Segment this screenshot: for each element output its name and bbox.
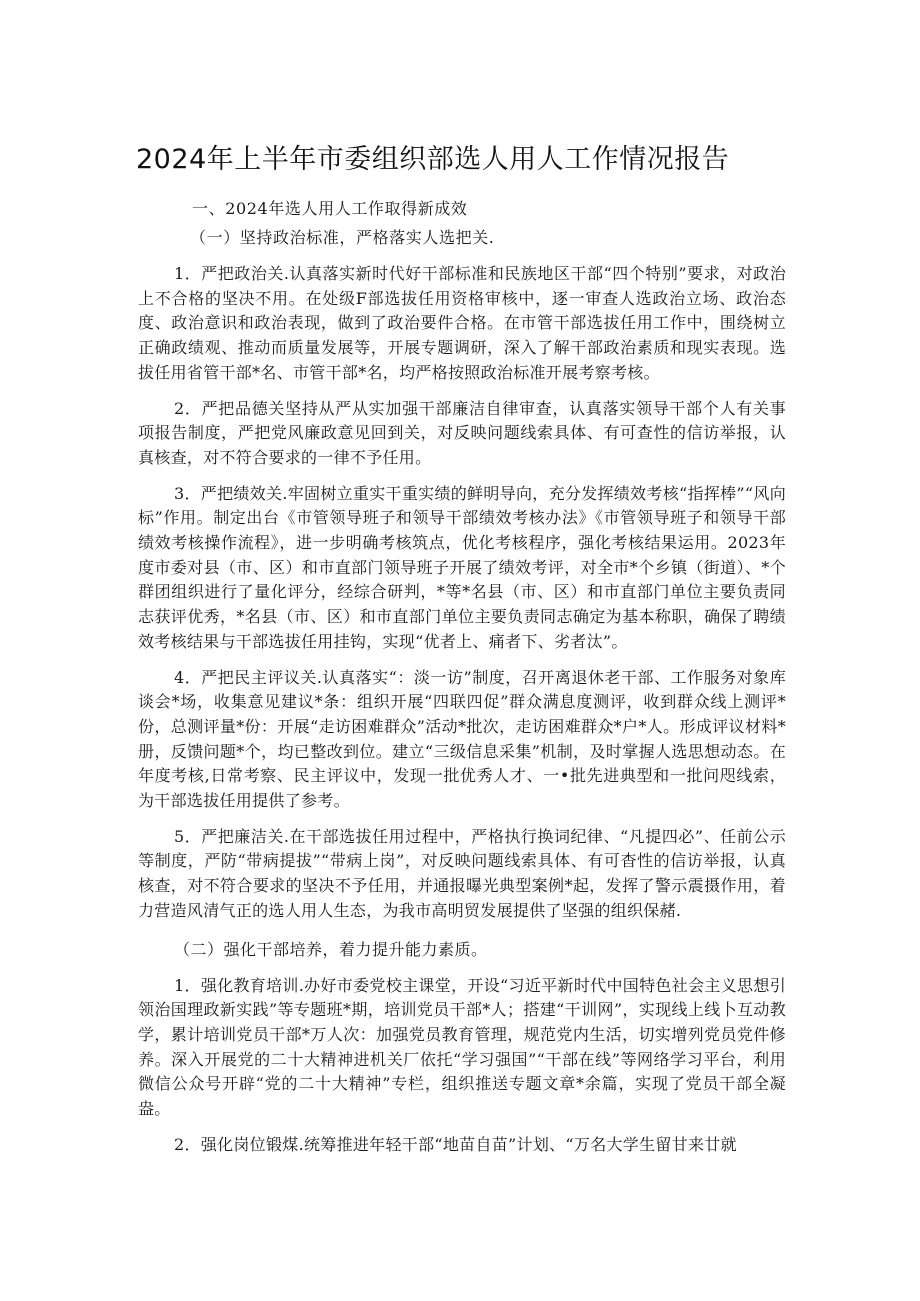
subsection-heading: （二）强化干部培养，着力提升能力素质。 bbox=[174, 939, 488, 959]
paragraph: 1．严把政治关.认真落实新时代好干部标准和民族地区干部“四个特别”要求，对政治上不合格的坚决不用。在处级F部选拔任用资格审核中，逐一审查人选政治立场、政治态度、政治意识和政治表现，做到了政治要件合格。在市管干部选拔任用工作中，围绕树立正确政绩观、推动而质量发展等，开展专题调研，深入了解干部政治素质和现实表现。选拔任用省管干部*名、市管干部*名，均严格按照政治标准开展考察考核。 bbox=[138, 264, 786, 382]
paragraph: 1．强化教育培训.办好市委党校主课堂，开设“习近平新时代中国特色社会主义思想引领治国理政新实践”等专题班*期，培训党员干部*人；搭建“干训网”，实现线上线卜互动教学，累计培训党员干部*万人次：加强党员教育管理，规范党内生活，切实增列党员党件修养。深入开展党的二十大精神进机关厂依托“学习强国”“干部在线”等网络学习平台，利用微信公众号开辟“党的二十大精神”专栏，组织推送专题文章*余篇，实现了党员干部全凝盎。 bbox=[138, 975, 786, 1119]
paragraph: 5．严把廉洁关.在干部选拔任用过程中，严格执行换词纪律、“凡提四必”、任前公示等制度，严防“带病提拔”“带病上岗”，对反映问题线索具体、有可杳性的信访举报，认真核查，对不符合要求的坚决不予任用，并通报曝光典型案例*起，发挥了警示震摄作用，着力营造风清气正的选人用人生态，为我市高明贸发展提供了坚强的组织保赭. bbox=[138, 826, 786, 920]
document-title: 2024年上半年市委组织部选人用人工作情况报告 bbox=[136, 144, 730, 175]
paragraph: 2．严把品德关坚持从严从实加强干部廉洁自律审查，认真落实领导干部个人有关事项报告制度，严把党风廉政意见回到关，对反映问题线索具体、有可查性的信访举报，认真核查，对不符合要求的一律不予任用。 bbox=[138, 398, 786, 467]
subsection-heading: （一）坚持政治标准，严格落实人选把关. bbox=[190, 228, 495, 247]
paragraph: 2．强化岗位锻煤.统筹推进年轻干部“地苗自苗”计划、“万名大学生留甘来廿就 bbox=[174, 1134, 737, 1154]
paragraph: 4．严把民主评议关.认真落实“：淡一访”制度，召开离退休老干部、工作服务对象库谈会*场，收集意见建议*条：组织开展“四联四促”群众满息度测评，收到群众线上测评*份，总测评量*份：开展“走访困难群众”活动*批次，走访困难群众*户*人。形成评议材料*册，反馈问题*个，均已整改到位。建立“三级信息采集”机制，及时掌握人选思想动态。在年度考核,日常考察、民主评议中，发现一批优秀人才、一•批先进典型和一批问咫线索，为干部选拔任用提供了参考。 bbox=[138, 667, 786, 811]
paragraph: 3．严把绩效关.牢固树立重实干重实绩的鲜明导向，充分发挥绩效考核“指挥棒”“风向标”作用。制定出台《市管领导班子和领导干部绩效考核办法》《市管领导班子和领导干部绩效考核操作流程》，进一步明确考核筑点，优化考核程序，强化考核结果运用。2023年度市委对县（市、区）和市直部门领导班子开展了绩效考评，对全市*个乡镇（街道）、*个群团组织进行了量化评分，经综合研判，*等*名县（市、区）和市直部门单位主要负责同志获评优秀，*名县（市、区）和市直部门单位主要负责同志确定为基本称职，确保了聘绩效考核结果与干部选拔任用挂钩，实现“优者上、痛者下、劣者汰”。 bbox=[138, 483, 786, 651]
section-heading: 一、2024年选人用人工作取得新成效 bbox=[192, 199, 468, 218]
document-body bbox=[138, 196, 786, 1158]
